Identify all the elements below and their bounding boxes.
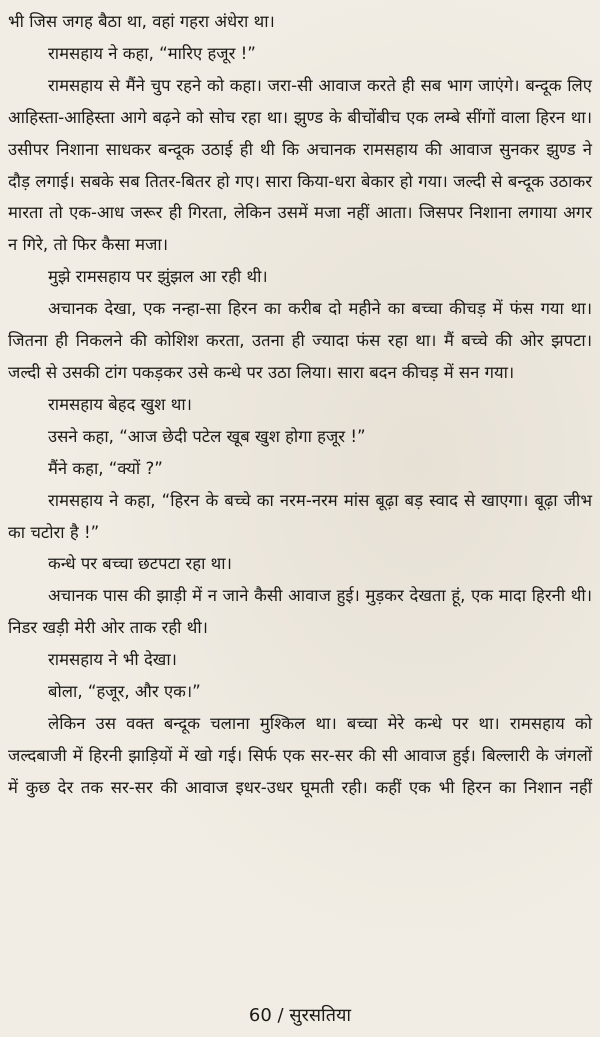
paragraph-irritation: मुझे रामसहाय पर झुंझल आ रही थी। [48,267,268,287]
paragraph-dialogue: रामसहाय ने कहा, “हिरन के बच्चे का नरम-नरम मांस बूढ़ा बड़ स्वाद से खाएगा। बूढ़ा जीभ का चटोरा है !” [8,490,592,542]
paragraph-doe-escapes: लेकिन उस वक्त बन्दूक चलाना मुश्किल था। बच्चा मेरे कन्धे पर था। रामसहाय को जल्दबाजी में हिरनी झाड़ियों में खो गई। सिर्फ एक सर-सर की सी आवाज हुई। बिल्लारी के जंगलों में कुछ देर तक सर-सर की आवाज इधर-उधर घूमती रही। कहीं एक भी हिरन का निशान नहीं [8,713,592,797]
paragraph-doe-appears: अचानक पास की झाड़ी में न जाने कैसी आवाज हुई। मुड़कर देखता हूं, एक मादा हिरनी थी। निडर खड़ी मेरी ओर ताक रही थी। [8,586,592,638]
paragraph-ramsahay-happy: रामसहाय बेहद खुश था। [48,394,192,414]
paragraph-herd-scatters: रामसहाय से मैंने चुप रहने को कहा। जरा-सी आवाज करते ही सब भाग जाएंगे। बन्दूक लिए आहिस्ता-आहिस्ता आगे बढ़ने को सोच रहा था। झुण्ड के बीचोंबीच एक लम्बे सींगों वाला हिरन था। उसीपर निशाना साधकर बन्दूक उठाई ही थी कि अचानक रामसहाय की आवाज सुनकर झुण्ड ने दौड़ लगाई। सबके सब तितर-बितर हो गए। सारा किया-धरा बेकार हो गया। जल्दी से बन्दूक उठाकर मारता तो एक-आध जरूर ही गिरता, लेकिन उसमें मजा नहीं आता। जिसपर निशाना लगाया अगर न गिरे, तो फिर कैसा मजा। [8,75,592,255]
paragraph-fawn-stuck: अचानक देखा, एक नन्हा-सा हिरन का करीब दो महीने का बच्चा कीचड़ में फंस गया था। जितना ही निकलने की कोशिश करता, उतना ही ज्यादा फंस रहा था। मैं बच्चे की ओर झपटा। जल्दी से उसकी टांग पकड़कर उसे कन्धे पर उठा लिया। सारा बदन कीचड़ में सन गया। [8,299,592,382]
paragraph-ramsahay-sees: रामसहाय ने भी देखा। [48,650,177,670]
paragraph-fawn-struggling: कन्धे पर बच्चा छटपटा रहा था। [48,554,232,574]
page-body-text [8,6,592,804]
paragraph-dialogue: मैंने कहा, “क्यों ?” [48,458,163,478]
page-footer-folio: 60 / सुरसतिया [248,1005,352,1026]
paragraph-dialogue: बोला, “हजूर, और एक।” [48,682,201,702]
paragraph-dialogue: उसने कहा, “आज छेदी पटेल खूब खुश होगा हजूर !” [48,426,366,446]
paragraph-dialogue: रामसहाय ने कहा, “मारिए हजूर !” [48,43,256,63]
paragraph-continuation: भी जिस जगह बैठा था, वहां गहरा अंधेरा था। [8,12,275,31]
